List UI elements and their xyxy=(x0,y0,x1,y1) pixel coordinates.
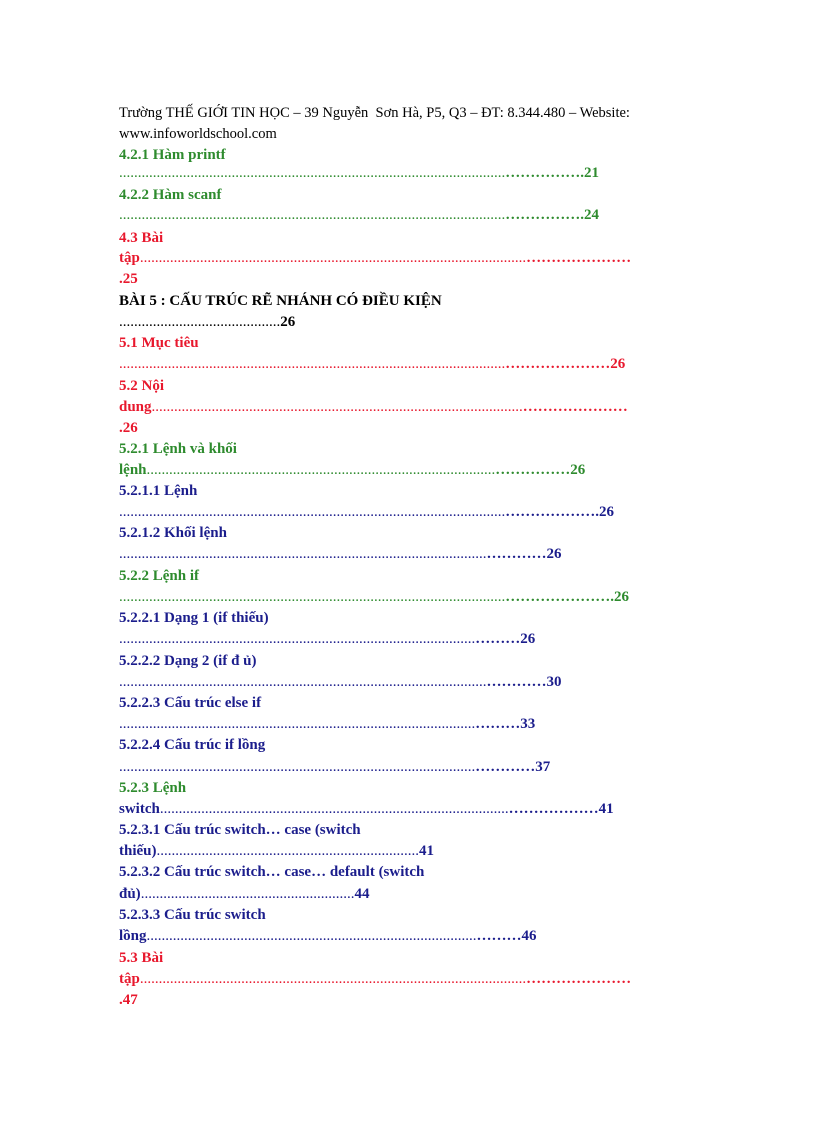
toc-page-number: 37 xyxy=(535,759,551,775)
toc-title[interactable]: 5.2.2.1 Dạng 1 (if thiếu) xyxy=(119,610,269,626)
toc-title[interactable]: 5.2 Nội xyxy=(119,378,164,394)
header-contact: – 39 Nguyễn Sơn Hà, P5, Q3 – ĐT: 8.344.480 – Website: xyxy=(289,105,630,121)
toc-page-number: 33 xyxy=(520,716,536,732)
toc-leader-line: ..................................................................................................…………30 xyxy=(119,674,562,690)
toc-leader-line: ...........................................26 xyxy=(119,314,296,330)
toc-page-number: 26 xyxy=(610,356,626,372)
toc-page-number: 44 xyxy=(354,886,370,902)
toc-page-number: .47 xyxy=(119,992,138,1008)
toc-leader-line: switch.............................................................................................………………41 xyxy=(119,801,614,817)
toc-page-number: 21 xyxy=(584,165,599,181)
toc-page-number: 26 xyxy=(614,589,629,605)
toc-chapter-title[interactable]: BÀI 5 : CẤU TRÚC RẼ NHÁNH CÓ ĐIỀU KIỆN xyxy=(119,293,442,309)
toc-leader-line: tập.......................................................................................................………………… xyxy=(119,250,632,266)
toc-title[interactable]: 5.2.2.2 Dạng 2 (if đ ủ) xyxy=(119,653,257,669)
toc-page-number: 41 xyxy=(598,801,614,817)
toc-page-number: 30 xyxy=(546,674,562,690)
toc-leader-line: dung...................................................................................................………………… xyxy=(119,399,628,415)
toc-title[interactable]: 5.2.3.3 Cấu trúc switch xyxy=(119,907,266,923)
toc-leader-line: thiếu)......................................................................41 xyxy=(119,843,434,859)
toc-title[interactable]: 5.2.1 Lệnh và khối xyxy=(119,441,237,457)
toc-leader-line: đủ).........................................................44 xyxy=(119,886,370,902)
toc-leader-line: lồng........................................................................................………46 xyxy=(119,928,537,944)
toc-page-number: 41 xyxy=(419,843,434,859)
toc-leader-line: .......................................................................................................…………….21 xyxy=(119,165,599,181)
toc-title[interactable]: 5.2.3.2 Cấu trúc switch… case… default (switch xyxy=(119,864,425,880)
school-name: THẾ GIỚI TIN HỌC xyxy=(165,105,290,121)
toc-leader-line: .......................................................................................................………………….26 xyxy=(119,589,629,605)
toc-title[interactable]: 5.2.2.4 Cấu trúc if lồng xyxy=(119,737,266,753)
toc-page-number: 26 xyxy=(546,546,562,562)
toc-title[interactable]: 5.3 Bài xyxy=(119,950,164,966)
toc-title[interactable]: 4.2.2 Hàm scanf xyxy=(119,187,222,203)
toc-leader-line: lệnh.............................................................................................……………26 xyxy=(119,462,586,478)
toc-leader-line: ..................................................................................................…………26 xyxy=(119,546,562,562)
header-line-1 xyxy=(119,103,630,124)
toc-leader-line: .......................................................................................................……………….26 xyxy=(119,504,614,520)
toc-leader-line: .......................................................................................................…………….24 xyxy=(119,207,599,223)
toc-leader-line: ...............................................................................................…………37 xyxy=(119,759,551,775)
toc-page-number: .25 xyxy=(119,271,138,287)
toc-leader-line: tập.......................................................................................................………………… xyxy=(119,971,632,987)
toc-page-number: 26 xyxy=(599,504,614,520)
toc-title[interactable]: 4.3 Bài xyxy=(119,230,164,246)
toc-title[interactable]: 4.2.1 Hàm printf xyxy=(119,147,226,163)
toc-title[interactable]: 5.1 Mục tiêu xyxy=(119,335,199,351)
header-prefix: Trường xyxy=(119,105,166,121)
toc-title[interactable]: 5.2.1.2 Khối lệnh xyxy=(119,525,227,541)
toc-leader-line: ...............................................................................................………33 xyxy=(119,716,536,732)
toc-title[interactable]: 5.2.1.1 Lệnh xyxy=(119,483,198,499)
toc-leader-line: ...............................................................................................………26 xyxy=(119,631,536,647)
toc-page-number: 26 xyxy=(520,631,536,647)
toc-page-number: 26 xyxy=(280,314,296,330)
toc-page-number: .26 xyxy=(119,420,138,436)
toc-title[interactable]: 5.2.3 Lệnh xyxy=(119,780,187,796)
toc-title[interactable]: 5.2.2 Lệnh if xyxy=(119,568,200,584)
toc-page-number: 24 xyxy=(584,207,599,223)
toc-title[interactable]: 5.2.2.3 Cấu trúc else if xyxy=(119,695,262,711)
toc-page-number: 46 xyxy=(521,928,537,944)
toc-leader-line: .......................................................................................................…………………26 xyxy=(119,356,626,372)
toc-page-number: 26 xyxy=(570,462,586,478)
header-website: www.infoworldschool.com xyxy=(119,126,277,142)
toc-title[interactable]: 5.2.3.1 Cấu trúc switch… case (switch xyxy=(119,822,361,838)
